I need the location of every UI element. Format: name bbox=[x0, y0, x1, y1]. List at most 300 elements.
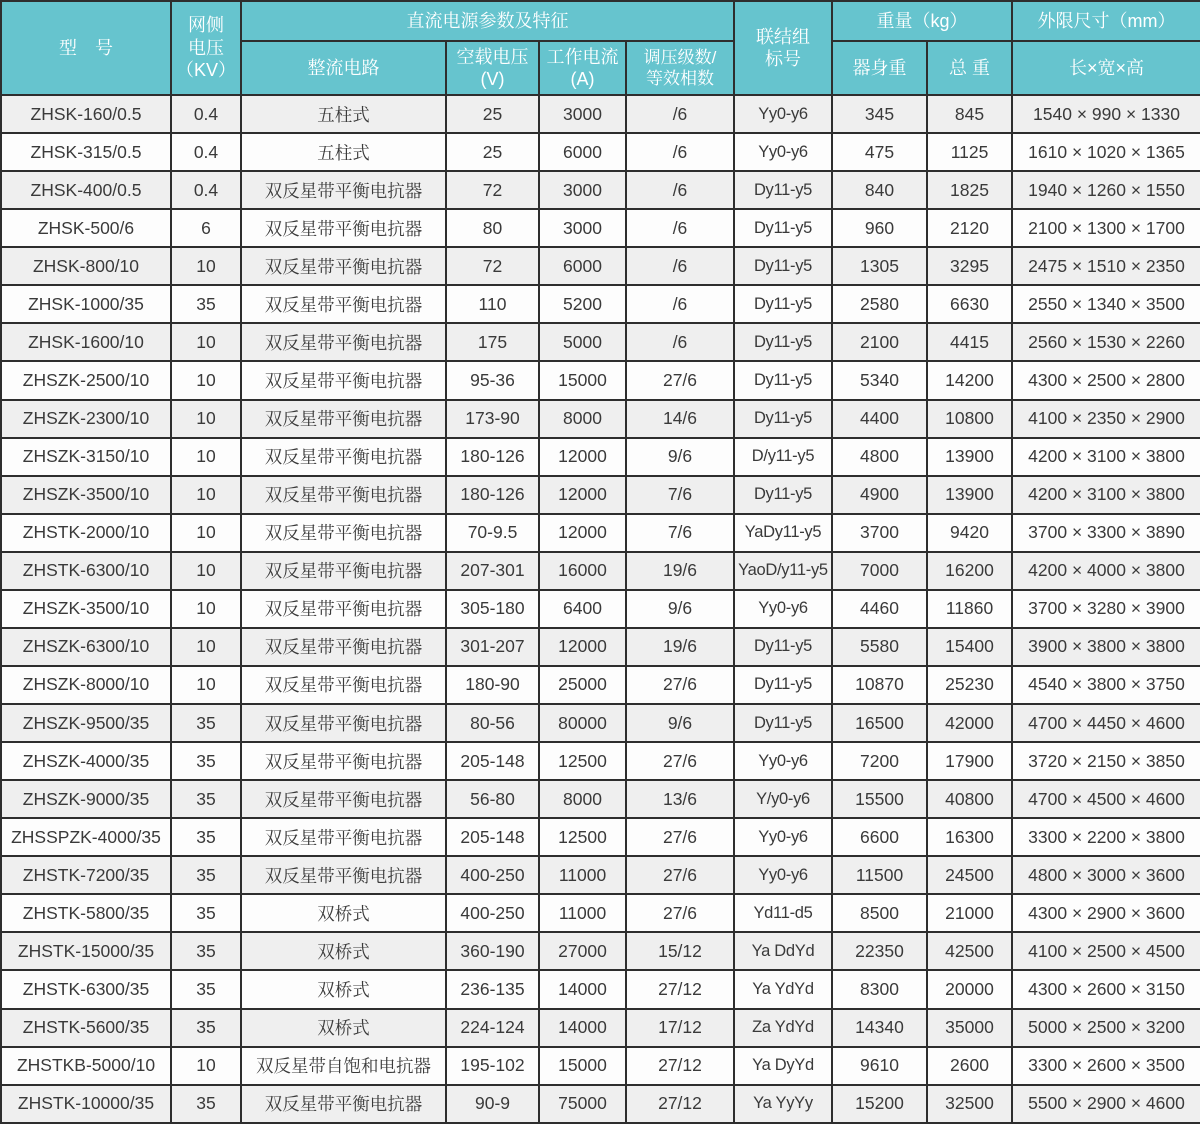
body-weight-cell: 8300 bbox=[832, 970, 927, 1008]
total-weight-cell: 25230 bbox=[927, 666, 1012, 704]
connection-cell: Y/y0-y6 bbox=[734, 780, 832, 818]
regulation-cell: /6 bbox=[626, 209, 734, 247]
regulation-cell: 7/6 bbox=[626, 476, 734, 514]
table-row bbox=[1, 552, 1200, 590]
model-cell: ZHSZK-3500/10 bbox=[1, 590, 171, 628]
dimensions-cell: 2550 × 1340 × 3500 bbox=[1012, 285, 1200, 323]
connection-cell: Dy11-y5 bbox=[734, 209, 832, 247]
total-weight-cell: 4415 bbox=[927, 323, 1012, 361]
total-weight-cell: 35000 bbox=[927, 1009, 1012, 1047]
rectifier-cell: 双反星带平衡电抗器 bbox=[241, 742, 446, 780]
body-weight-cell: 4900 bbox=[832, 476, 927, 514]
total-weight-cell: 16200 bbox=[927, 552, 1012, 590]
body-weight-cell: 10870 bbox=[832, 666, 927, 704]
model-cell: ZHSZK-3150/10 bbox=[1, 438, 171, 476]
noload-voltage-cell: 360-190 bbox=[446, 932, 539, 970]
table-row bbox=[1, 780, 1200, 818]
grid-voltage-cell: 35 bbox=[171, 932, 241, 970]
grid-voltage-cell: 10 bbox=[171, 361, 241, 399]
table-row bbox=[1, 818, 1200, 856]
total-weight-cell: 6630 bbox=[927, 285, 1012, 323]
rectifier-cell: 双反星带平衡电抗器 bbox=[241, 1085, 446, 1123]
connection-cell: Dy11-y5 bbox=[734, 171, 832, 209]
table-row bbox=[1, 704, 1200, 742]
regulation-cell: 27/12 bbox=[626, 970, 734, 1008]
rectifier-cell: 双反星带平衡电抗器 bbox=[241, 361, 446, 399]
noload-voltage-cell: 90-9 bbox=[446, 1085, 539, 1123]
dimensions-cell: 3300 × 2200 × 3800 bbox=[1012, 818, 1200, 856]
total-weight-cell: 2120 bbox=[927, 209, 1012, 247]
connection-cell: Yy0-y6 bbox=[734, 133, 832, 171]
noload-line2: (V) bbox=[480, 69, 505, 89]
working-current-cell: 8000 bbox=[539, 400, 626, 438]
dimensions-cell: 3300 × 2600 × 3500 bbox=[1012, 1047, 1200, 1085]
working-current-cell: 14000 bbox=[539, 970, 626, 1008]
grid-voltage-cell: 10 bbox=[171, 323, 241, 361]
working-current-cell: 12000 bbox=[539, 438, 626, 476]
model-cell: ZHSZK-2300/10 bbox=[1, 400, 171, 438]
dimensions-cell: 3900 × 3800 × 3800 bbox=[1012, 628, 1200, 666]
grid-voltage-cell: 35 bbox=[171, 970, 241, 1008]
noload-voltage-cell: 205-148 bbox=[446, 742, 539, 780]
total-weight-cell: 42000 bbox=[927, 704, 1012, 742]
working-current-cell: 11000 bbox=[539, 856, 626, 894]
rectifier-cell: 双反星带平衡电抗器 bbox=[241, 704, 446, 742]
regulation-cell: 15/12 bbox=[626, 932, 734, 970]
dimensions-cell: 3720 × 2150 × 3850 bbox=[1012, 742, 1200, 780]
model-cell: ZHSZK-8000/10 bbox=[1, 666, 171, 704]
working-current-cell: 12000 bbox=[539, 476, 626, 514]
dimensions-cell: 4100 × 2350 × 2900 bbox=[1012, 400, 1200, 438]
connection-cell: YaDy11-y5 bbox=[734, 514, 832, 552]
model-cell: ZHSZK-3500/10 bbox=[1, 476, 171, 514]
grid-voltage-cell: 35 bbox=[171, 1085, 241, 1123]
rectifier-cell: 五柱式 bbox=[241, 133, 446, 171]
regulation-line2: 等效相数 bbox=[646, 69, 714, 88]
col-header-body-weight: 器身重 bbox=[832, 41, 927, 95]
rectifier-cell: 双反星带平衡电抗器 bbox=[241, 247, 446, 285]
model-cell: ZHSTK-5600/35 bbox=[1, 1009, 171, 1047]
col-header-dims-sub: 长×宽×高 bbox=[1012, 41, 1200, 95]
grid-voltage-cell: 10 bbox=[171, 476, 241, 514]
current-line2: (A) bbox=[570, 69, 595, 89]
rectifier-cell: 双反星带平衡电抗器 bbox=[241, 438, 446, 476]
rectifier-cell: 双桥式 bbox=[241, 932, 446, 970]
body-weight-cell: 7200 bbox=[832, 742, 927, 780]
body-weight-cell: 3700 bbox=[832, 514, 927, 552]
body-weight-cell: 4460 bbox=[832, 590, 927, 628]
dimensions-cell: 1610 × 1020 × 1365 bbox=[1012, 133, 1200, 171]
connection-cell: Dy11-y5 bbox=[734, 285, 832, 323]
connection-cell: Dy11-y5 bbox=[734, 666, 832, 704]
table-row bbox=[1, 742, 1200, 780]
body-weight-cell: 9610 bbox=[832, 1047, 927, 1085]
connection-cell: Ya YyYy bbox=[734, 1085, 832, 1123]
noload-voltage-cell: 173-90 bbox=[446, 400, 539, 438]
dimensions-cell: 3700 × 3280 × 3900 bbox=[1012, 590, 1200, 628]
grid-voltage-cell: 10 bbox=[171, 590, 241, 628]
total-weight-cell: 32500 bbox=[927, 1085, 1012, 1123]
table-row bbox=[1, 476, 1200, 514]
regulation-cell: 27/6 bbox=[626, 894, 734, 932]
regulation-cell: /6 bbox=[626, 285, 734, 323]
rectifier-cell: 双反星带平衡电抗器 bbox=[241, 590, 446, 628]
noload-voltage-cell: 25 bbox=[446, 133, 539, 171]
working-current-cell: 5000 bbox=[539, 323, 626, 361]
dimensions-cell: 4300 × 2900 × 3600 bbox=[1012, 894, 1200, 932]
total-weight-cell: 14200 bbox=[927, 361, 1012, 399]
total-weight-cell: 1825 bbox=[927, 171, 1012, 209]
noload-voltage-cell: 205-148 bbox=[446, 818, 539, 856]
noload-voltage-cell: 25 bbox=[446, 95, 539, 133]
working-current-cell: 15000 bbox=[539, 361, 626, 399]
body-weight-cell: 1305 bbox=[832, 247, 927, 285]
grid-voltage-cell: 35 bbox=[171, 285, 241, 323]
working-current-cell: 6000 bbox=[539, 133, 626, 171]
total-weight-cell: 20000 bbox=[927, 970, 1012, 1008]
regulation-cell: 19/6 bbox=[626, 552, 734, 590]
working-current-cell: 3000 bbox=[539, 95, 626, 133]
grid-voltage-cell: 0.4 bbox=[171, 171, 241, 209]
regulation-cell: 27/12 bbox=[626, 1085, 734, 1123]
table-row bbox=[1, 1047, 1200, 1085]
col-header-total-weight: 总 重 bbox=[927, 41, 1012, 95]
model-cell: ZHSK-160/0.5 bbox=[1, 95, 171, 133]
body-weight-cell: 22350 bbox=[832, 932, 927, 970]
dimensions-cell: 4100 × 2500 × 4500 bbox=[1012, 932, 1200, 970]
connection-cell: Dy11-y5 bbox=[734, 400, 832, 438]
grid-voltage-cell: 10 bbox=[171, 514, 241, 552]
noload-voltage-cell: 180-90 bbox=[446, 666, 539, 704]
dimensions-cell: 4300 × 2500 × 2800 bbox=[1012, 361, 1200, 399]
dimensions-cell: 4300 × 2600 × 3150 bbox=[1012, 970, 1200, 1008]
working-current-cell: 12500 bbox=[539, 818, 626, 856]
current-line1: 工作电流 bbox=[546, 46, 619, 67]
working-current-cell: 3000 bbox=[539, 171, 626, 209]
col-header-grid-voltage bbox=[171, 1, 241, 95]
body-weight-cell: 15200 bbox=[832, 1085, 927, 1123]
body-weight-cell: 6600 bbox=[832, 818, 927, 856]
connection-cell: Ya DyYd bbox=[734, 1047, 832, 1085]
noload-line1: 空载电压 bbox=[456, 46, 529, 67]
grid-voltage-cell: 6 bbox=[171, 209, 241, 247]
body-weight-cell: 840 bbox=[832, 171, 927, 209]
model-cell: ZHSK-500/6 bbox=[1, 209, 171, 247]
working-current-cell: 12000 bbox=[539, 514, 626, 552]
noload-voltage-cell: 80 bbox=[446, 209, 539, 247]
body-weight-cell: 5580 bbox=[832, 628, 927, 666]
model-cell: ZHSTK-7200/35 bbox=[1, 856, 171, 894]
regulation-cell: 27/6 bbox=[626, 856, 734, 894]
dimensions-cell: 4200 × 3100 × 3800 bbox=[1012, 438, 1200, 476]
model-cell: ZHSTK-15000/35 bbox=[1, 932, 171, 970]
body-weight-cell: 7000 bbox=[832, 552, 927, 590]
body-weight-cell: 14340 bbox=[832, 1009, 927, 1047]
rectifier-cell: 双桥式 bbox=[241, 970, 446, 1008]
table-row bbox=[1, 95, 1200, 133]
rectifier-cell: 双反星带平衡电抗器 bbox=[241, 856, 446, 894]
model-cell: ZHSTK-5800/35 bbox=[1, 894, 171, 932]
grid-voltage-line1: 网侧 bbox=[188, 15, 224, 36]
model-cell: ZHSZK-4000/35 bbox=[1, 742, 171, 780]
table-row bbox=[1, 323, 1200, 361]
model-cell: ZHSK-400/0.5 bbox=[1, 171, 171, 209]
grid-voltage-cell: 0.4 bbox=[171, 95, 241, 133]
regulation-cell: 14/6 bbox=[626, 400, 734, 438]
noload-voltage-cell: 305-180 bbox=[446, 590, 539, 628]
table-row bbox=[1, 856, 1200, 894]
total-weight-cell: 3295 bbox=[927, 247, 1012, 285]
table-row bbox=[1, 970, 1200, 1008]
model-cell: ZHSTK-2000/10 bbox=[1, 514, 171, 552]
grid-voltage-cell: 10 bbox=[171, 628, 241, 666]
dimensions-cell: 4540 × 3800 × 3750 bbox=[1012, 666, 1200, 704]
table-row bbox=[1, 590, 1200, 628]
connection-cell: Yy0-y6 bbox=[734, 95, 832, 133]
table-row bbox=[1, 285, 1200, 323]
working-current-cell: 15000 bbox=[539, 1047, 626, 1085]
rectifier-cell: 双反星带平衡电抗器 bbox=[241, 514, 446, 552]
model-cell: ZHSZK-2500/10 bbox=[1, 361, 171, 399]
grid-voltage-cell: 35 bbox=[171, 856, 241, 894]
regulation-cell: /6 bbox=[626, 171, 734, 209]
rectifier-cell: 双反星带平衡电抗器 bbox=[241, 666, 446, 704]
dimensions-cell: 3700 × 3300 × 3890 bbox=[1012, 514, 1200, 552]
table-row bbox=[1, 894, 1200, 932]
total-weight-cell: 21000 bbox=[927, 894, 1012, 932]
working-current-cell: 16000 bbox=[539, 552, 626, 590]
total-weight-cell: 10800 bbox=[927, 400, 1012, 438]
grid-voltage-cell: 35 bbox=[171, 780, 241, 818]
col-header-noload-voltage bbox=[446, 41, 539, 95]
model-cell: ZHSK-315/0.5 bbox=[1, 133, 171, 171]
connection-cell: Yy0-y6 bbox=[734, 856, 832, 894]
connection-cell: Dy11-y5 bbox=[734, 323, 832, 361]
noload-voltage-cell: 195-102 bbox=[446, 1047, 539, 1085]
body-weight-cell: 475 bbox=[832, 133, 927, 171]
regulation-cell: 13/6 bbox=[626, 780, 734, 818]
grid-voltage-cell: 10 bbox=[171, 400, 241, 438]
regulation-cell: /6 bbox=[626, 247, 734, 285]
working-current-cell: 25000 bbox=[539, 666, 626, 704]
body-weight-cell: 4800 bbox=[832, 438, 927, 476]
rectifier-cell: 双反星带平衡电抗器 bbox=[241, 209, 446, 247]
total-weight-cell: 13900 bbox=[927, 438, 1012, 476]
noload-voltage-cell: 95-36 bbox=[446, 361, 539, 399]
rectifier-cell: 双反星带平衡电抗器 bbox=[241, 476, 446, 514]
noload-voltage-cell: 207-301 bbox=[446, 552, 539, 590]
connection-cell: Dy11-y5 bbox=[734, 247, 832, 285]
col-header-connection bbox=[734, 1, 832, 95]
dimensions-cell: 4700 × 4450 × 4600 bbox=[1012, 704, 1200, 742]
dimensions-cell: 2100 × 1300 × 1700 bbox=[1012, 209, 1200, 247]
connection-cell: Dy11-y5 bbox=[734, 628, 832, 666]
total-weight-cell: 17900 bbox=[927, 742, 1012, 780]
noload-voltage-cell: 72 bbox=[446, 247, 539, 285]
total-weight-cell: 24500 bbox=[927, 856, 1012, 894]
dimensions-cell: 4200 × 4000 × 3800 bbox=[1012, 552, 1200, 590]
table-row bbox=[1, 628, 1200, 666]
model-cell: ZHSZK-9000/35 bbox=[1, 780, 171, 818]
noload-voltage-cell: 175 bbox=[446, 323, 539, 361]
model-cell: ZHSSPZK-4000/35 bbox=[1, 818, 171, 856]
regulation-cell: 27/6 bbox=[626, 666, 734, 704]
body-weight-cell: 16500 bbox=[832, 704, 927, 742]
body-weight-cell: 2100 bbox=[832, 323, 927, 361]
model-cell: ZHSK-1600/10 bbox=[1, 323, 171, 361]
total-weight-cell: 40800 bbox=[927, 780, 1012, 818]
rectifier-cell: 双反星带平衡电抗器 bbox=[241, 818, 446, 856]
noload-voltage-cell: 70-9.5 bbox=[446, 514, 539, 552]
regulation-cell: 9/6 bbox=[626, 704, 734, 742]
connection-cell: Dy11-y5 bbox=[734, 361, 832, 399]
col-header-working-current bbox=[539, 41, 626, 95]
noload-voltage-cell: 400-250 bbox=[446, 894, 539, 932]
grid-voltage-cell: 10 bbox=[171, 552, 241, 590]
working-current-cell: 3000 bbox=[539, 209, 626, 247]
total-weight-cell: 11860 bbox=[927, 590, 1012, 628]
rectifier-cell: 双反星带平衡电抗器 bbox=[241, 323, 446, 361]
model-cell: ZHSZK-9500/35 bbox=[1, 704, 171, 742]
body-weight-cell: 4400 bbox=[832, 400, 927, 438]
dimensions-cell: 2560 × 1530 × 2260 bbox=[1012, 323, 1200, 361]
dimensions-cell: 1940 × 1260 × 1550 bbox=[1012, 171, 1200, 209]
regulation-cell: 27/6 bbox=[626, 742, 734, 780]
working-current-cell: 12000 bbox=[539, 628, 626, 666]
model-cell: ZHSZK-6300/10 bbox=[1, 628, 171, 666]
connection-cell: Ya YdYd bbox=[734, 970, 832, 1008]
rectifier-cell: 双反星带平衡电抗器 bbox=[241, 171, 446, 209]
table-header bbox=[1, 1, 1200, 95]
model-cell: ZHSTK-10000/35 bbox=[1, 1085, 171, 1123]
working-current-cell: 6400 bbox=[539, 590, 626, 628]
table-row bbox=[1, 133, 1200, 171]
grid-voltage-cell: 10 bbox=[171, 438, 241, 476]
table-body bbox=[1, 95, 1200, 1123]
grid-voltage-cell: 35 bbox=[171, 894, 241, 932]
grid-voltage-cell: 35 bbox=[171, 742, 241, 780]
connection-cell: Za YdYd bbox=[734, 1009, 832, 1047]
col-header-rectifier: 整流电路 bbox=[241, 41, 446, 95]
working-current-cell: 80000 bbox=[539, 704, 626, 742]
connection-cell: Yd11-d5 bbox=[734, 894, 832, 932]
noload-voltage-cell: 180-126 bbox=[446, 438, 539, 476]
regulation-cell: 27/12 bbox=[626, 1047, 734, 1085]
rectifier-cell: 五柱式 bbox=[241, 95, 446, 133]
working-current-cell: 8000 bbox=[539, 780, 626, 818]
dimensions-cell: 5000 × 2500 × 3200 bbox=[1012, 1009, 1200, 1047]
regulation-cell: 27/6 bbox=[626, 818, 734, 856]
regulation-cell: 7/6 bbox=[626, 514, 734, 552]
regulation-cell: 17/12 bbox=[626, 1009, 734, 1047]
total-weight-cell: 2600 bbox=[927, 1047, 1012, 1085]
noload-voltage-cell: 236-135 bbox=[446, 970, 539, 1008]
model-cell: ZHSK-1000/35 bbox=[1, 285, 171, 323]
connection-cell: D/y11-y5 bbox=[734, 438, 832, 476]
working-current-cell: 6000 bbox=[539, 247, 626, 285]
grid-voltage-line3: （KV） bbox=[175, 60, 236, 81]
working-current-cell: 75000 bbox=[539, 1085, 626, 1123]
noload-voltage-cell: 224-124 bbox=[446, 1009, 539, 1047]
rectifier-cell: 双反星带自饱和电抗器 bbox=[241, 1047, 446, 1085]
regulation-line1: 调压级数/ bbox=[643, 47, 717, 67]
table-row bbox=[1, 361, 1200, 399]
model-cell: ZHSK-800/10 bbox=[1, 247, 171, 285]
table-row bbox=[1, 932, 1200, 970]
col-header-dc-section: 直流电源参数及特征 bbox=[241, 1, 734, 41]
body-weight-cell: 960 bbox=[832, 209, 927, 247]
body-weight-cell: 15500 bbox=[832, 780, 927, 818]
col-header-model: 型 号 bbox=[1, 1, 171, 95]
regulation-cell: 27/6 bbox=[626, 361, 734, 399]
noload-voltage-cell: 301-207 bbox=[446, 628, 539, 666]
connection-cell: Yy0-y6 bbox=[734, 590, 832, 628]
total-weight-cell: 845 bbox=[927, 95, 1012, 133]
regulation-cell: 19/6 bbox=[626, 628, 734, 666]
regulation-cell: /6 bbox=[626, 323, 734, 361]
body-weight-cell: 5340 bbox=[832, 361, 927, 399]
regulation-cell: /6 bbox=[626, 95, 734, 133]
regulation-cell: 9/6 bbox=[626, 438, 734, 476]
working-current-cell: 14000 bbox=[539, 1009, 626, 1047]
connection-cell: Ya DdYd bbox=[734, 932, 832, 970]
grid-voltage-cell: 35 bbox=[171, 704, 241, 742]
total-weight-cell: 13900 bbox=[927, 476, 1012, 514]
body-weight-cell: 2580 bbox=[832, 285, 927, 323]
total-weight-cell: 16300 bbox=[927, 818, 1012, 856]
model-cell: ZHSTK-6300/10 bbox=[1, 552, 171, 590]
connection-cell: YaoD/y11-y5 bbox=[734, 552, 832, 590]
connection-cell: Yy0-y6 bbox=[734, 742, 832, 780]
grid-voltage-cell: 10 bbox=[171, 1047, 241, 1085]
total-weight-cell: 15400 bbox=[927, 628, 1012, 666]
rectifier-cell: 双反星带平衡电抗器 bbox=[241, 780, 446, 818]
rectifier-cell: 双反星带平衡电抗器 bbox=[241, 552, 446, 590]
noload-voltage-cell: 400-250 bbox=[446, 856, 539, 894]
dimensions-cell: 4700 × 4500 × 4600 bbox=[1012, 780, 1200, 818]
grid-voltage-cell: 10 bbox=[171, 247, 241, 285]
table-row bbox=[1, 666, 1200, 704]
connection-cell: Dy11-y5 bbox=[734, 476, 832, 514]
rectifier-cell: 双反星带平衡电抗器 bbox=[241, 285, 446, 323]
dimensions-cell: 5500 × 2900 × 4600 bbox=[1012, 1085, 1200, 1123]
working-current-cell: 12500 bbox=[539, 742, 626, 780]
body-weight-cell: 8500 bbox=[832, 894, 927, 932]
rectifier-cell: 双桥式 bbox=[241, 1009, 446, 1047]
grid-voltage-cell: 35 bbox=[171, 1009, 241, 1047]
rectifier-cell: 双反星带平衡电抗器 bbox=[241, 628, 446, 666]
connection-cell: Yy0-y6 bbox=[734, 818, 832, 856]
table-row bbox=[1, 400, 1200, 438]
grid-voltage-cell: 0.4 bbox=[171, 133, 241, 171]
noload-voltage-cell: 56-80 bbox=[446, 780, 539, 818]
table-row bbox=[1, 438, 1200, 476]
table-row bbox=[1, 171, 1200, 209]
noload-voltage-cell: 110 bbox=[446, 285, 539, 323]
connection-line2: 标号 bbox=[765, 49, 801, 69]
header-row-1 bbox=[1, 1, 1200, 41]
regulation-cell: /6 bbox=[626, 133, 734, 171]
noload-voltage-cell: 180-126 bbox=[446, 476, 539, 514]
grid-voltage-line2: 电压 bbox=[188, 37, 224, 58]
working-current-cell: 5200 bbox=[539, 285, 626, 323]
table-row bbox=[1, 514, 1200, 552]
col-header-regulation bbox=[626, 41, 734, 95]
body-weight-cell: 11500 bbox=[832, 856, 927, 894]
total-weight-cell: 9420 bbox=[927, 514, 1012, 552]
rectifier-cell: 双反星带平衡电抗器 bbox=[241, 400, 446, 438]
dimensions-cell: 4800 × 3000 × 3600 bbox=[1012, 856, 1200, 894]
